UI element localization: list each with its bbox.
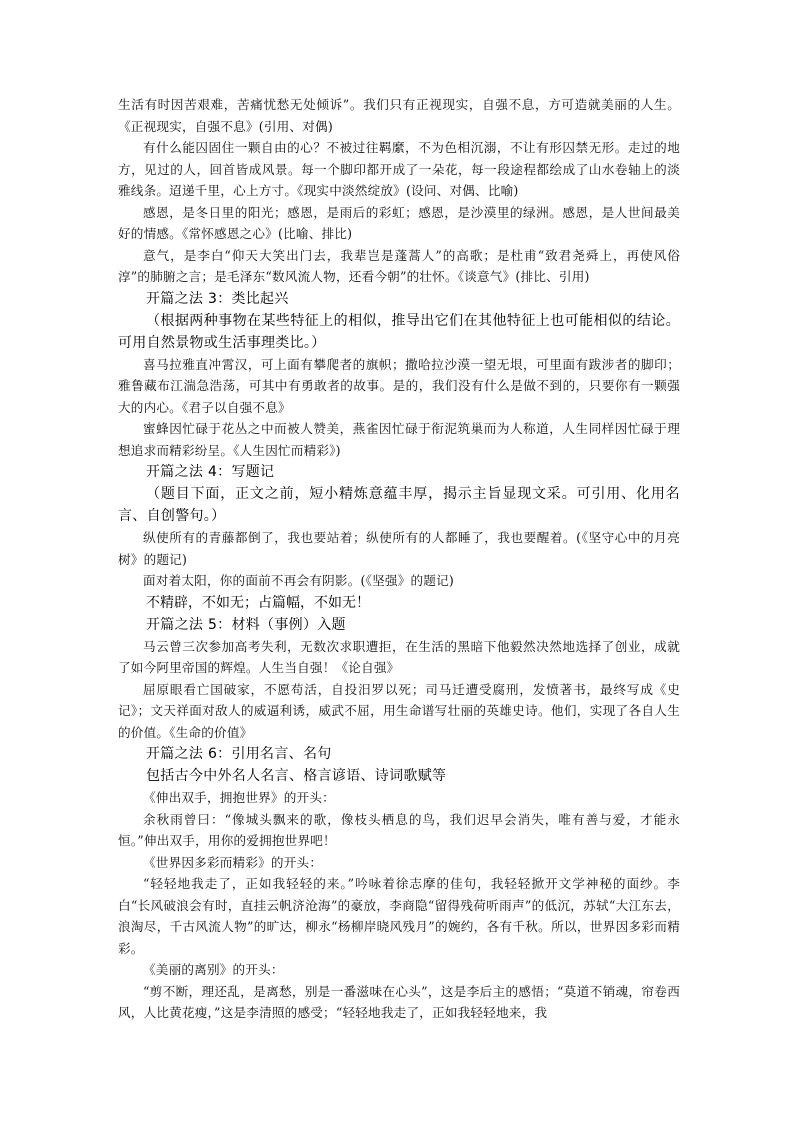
paragraph: 纵使所有的青藤都倒了，我也要站着；纵使所有的人都睡了，我也要醒着。(《坚守心中的月亮树》的题记) — [118, 530, 680, 567]
section-subheading: 包括古今中外名人名言、格言谚语、诗词歌赋等 — [146, 768, 447, 784]
section-note: （题目下面，正文之前，短小精炼意蕴丰厚，揭示主旨显现文采。可引用、化用名言、自创警句。） — [118, 486, 680, 524]
section-heading: 开篇之法 6：引用名言、名句 — [146, 746, 332, 762]
paragraph: 蜜蜂因忙碌于花丛之中而被人赞美，燕雀因忙碌于衔泥筑巢而为人称道，人生同样因忙碌于理想追求而精彩纷呈。《人生因忙而精彩》) — [118, 421, 680, 458]
document-page — [118, 94, 680, 1024]
paragraph: 余秋雨曾曰：“像城头飘来的歌，像枝头栖息的鸟，我们迟早会消失，唯有善与爱，才能永恒。”伸出双手，用你的爱拥抱世界吧！ — [118, 811, 680, 848]
section-heading: 开篇之法 5：材料（事例）入题 — [146, 616, 346, 633]
section-note: （根据两种事物在某些特征上的相似，推导出它们在其他特征上也可能相似的结论。可用自然景物或生活事理类比。） — [118, 312, 680, 351]
paragraph: 喜马拉雅直冲霄汉，可上面有攀爬者的旗帜；撒哈拉沙漠一望无垠，可里面有跋涉者的脚印；雅鲁藏布江湍急浩荡，可其中有勇敢者的故事。是的，我们没有什么是做不到的，只要你有一颗强大的内心。《君子以自强不息》 — [118, 356, 680, 415]
paragraph: 有什么能囚固住一颗自由的心？不被过往羁縻，不为色相沉溺，不让有形囚禁无形。走过的地方，见过的人，回首皆成风景。每一个脚印都开成了一朵花，每一段途程都绘成了山水卷轴上的淡雅线条。迢递千里，心上方寸。《现实中淡然绽放》(设问、对偶、比喻) — [118, 140, 680, 198]
paragraph: “剪不断，理还乱，是离愁，别是一番滋味在心头”，这是李后主的感悟；“莫道不销魂，帘卷西风，人比黄花瘦，”这是李清照的感受；“轻轻地我走了，正如我轻轻地来，我 — [118, 983, 680, 1020]
paragraph-continued: 生活有时因苦艰难，苦痛忧愁无处倾诉”。我们只有正视现实，自强不息，方可造就美丽的人生。《正视现实，自强不息》(引用、对偶) — [118, 97, 680, 134]
emphasis-line: 不精辟，不如无；占篇幅，不如无！ — [146, 594, 370, 611]
paragraph: 面对着太阳，你的面前不再会有阴影。(《坚强》的题记) — [143, 573, 454, 588]
example-title: 《世界因多彩而精彩》的开头： — [143, 854, 323, 870]
paragraph: 屈原眼看亡国破家，不愿苟活，自投汨罗以死；司马迁遭受腐刑，发愤著书，最终写成《史记》；文天祥面对敌人的威逼利诱，威武不屈，用生命谱写壮丽的英雄史诗。他们，实现了各自人生的价值。《生命的价值》 — [118, 681, 680, 740]
section-heading: 开篇之法 4：写题记 — [146, 464, 275, 480]
paragraph: 意气，是李白“仰天大笑出门去，我辈岂是蓬蒿人”的高歌；是杜甫“致君尧舜上，再使风俗淳”的肺腑之言；是毛泽东“数风流人物，还看今朝”的壮怀。《谈意气》(排比、引用) — [118, 247, 680, 284]
paragraph: 马云曾三次参加高考失利，无数次求职遭拒，在生活的黑暗下他毅然决然地选择了创业，成就了如今阿里帝国的辉煌。人生当自强！《论自强》 — [118, 638, 680, 675]
example-title: 《美丽的离别》的开头： — [143, 962, 284, 977]
paragraph: “轻轻地我走了，正如我轻轻的来。”吟咏着徐志摩的佳句，我轻轻掀开文学神秘的面纱。李白“长风破浪会有时，直挂云帆济沧海”的豪放，李商隐“留得残荷听雨声”的低沉，苏轼“大江东去，浪淘尽，千古风流人物”的旷达，柳永“杨柳岸晓风残月”的婉约，各有千秋。所以，世界因多彩而精彩。 — [118, 876, 680, 956]
example-title: 《伸出双手，拥抱世界》的开头： — [143, 790, 335, 805]
paragraph: 感恩，是冬日里的阳光；感恩，是雨后的彩虹；感恩，是沙漠里的绿洲。感恩，是人世间最美好的情感。《常怀感恩之心》(比喻、排比) — [118, 204, 680, 241]
section-heading: 开篇之法 3：类比起兴 — [146, 290, 289, 307]
